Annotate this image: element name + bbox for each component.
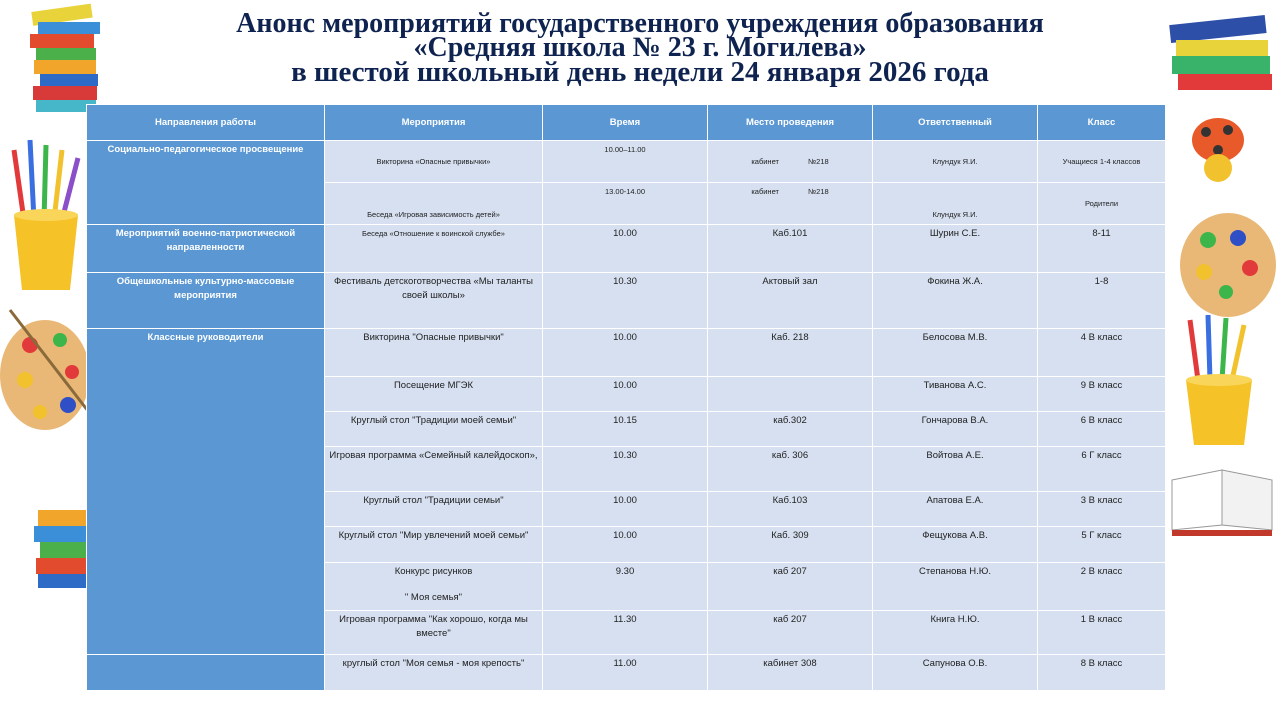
place-cell: кабинет №218 xyxy=(708,141,873,183)
event-cell: Круглый стол "Мир увлечений моей семьи" xyxy=(325,527,543,563)
direction-cell: Мероприятий военно-патриотической направленности xyxy=(87,225,325,273)
time-cell: 10.00 xyxy=(543,377,708,412)
place-cell: Актовый зал xyxy=(708,273,873,329)
time-cell: 11.00 xyxy=(543,655,708,691)
responsible-cell: Клундук Я.И. xyxy=(873,183,1038,225)
responsible-cell: Войтова А.Е. xyxy=(873,447,1038,492)
header-class: Класс xyxy=(1038,105,1166,141)
header-event: Мероприятия xyxy=(325,105,543,141)
responsible-cell: Степанова Н.Ю. xyxy=(873,563,1038,611)
class-cell: 9 В класс xyxy=(1038,377,1166,412)
class-cell: 4 В класс xyxy=(1038,329,1166,377)
time-cell: 10.00–11.00 xyxy=(543,141,708,183)
event-cell: Круглый стол "Традиции моей семьи" xyxy=(325,412,543,447)
time-cell: 10.00 xyxy=(543,527,708,563)
event-line-1: Конкурс рисунков xyxy=(394,566,473,577)
direction-cell: Общешкольные культурно-массовые мероприятия xyxy=(87,273,325,329)
direction-cell: Классные руководители xyxy=(87,329,325,655)
title-line-1: Анонс мероприятий государственного учреждения образования xyxy=(236,8,1044,39)
event-cell: Игровая программа "Как хорошо, когда мы вместе" xyxy=(325,611,543,655)
table-row xyxy=(87,225,1166,273)
place-cell: каб 207 xyxy=(708,563,873,611)
time-cell: 10.00 xyxy=(543,492,708,527)
event-cell xyxy=(325,563,543,611)
class-cell: 6 В класс xyxy=(1038,412,1166,447)
event-cell: круглый стол "Моя семья - моя крепость" xyxy=(325,655,543,691)
event-cell: Фестиваль детскоготворчества «Мы таланты своей школы» xyxy=(325,273,543,329)
event-cell: Викторина «Опасные привычки» xyxy=(325,141,543,183)
time-cell: 10.30 xyxy=(543,447,708,492)
place-cell: каб. 306 xyxy=(708,447,873,492)
events-table xyxy=(86,104,1166,691)
class-cell: 3 В класс xyxy=(1038,492,1166,527)
time-cell: 10.30 xyxy=(543,273,708,329)
place-cell: Каб. 218 xyxy=(708,329,873,377)
responsible-cell: Фещукова А.В. xyxy=(873,527,1038,563)
title-line-3: в шестой школьный день недели 24 января 2026 года xyxy=(291,56,989,88)
event-cell: Посещение МГЭК xyxy=(325,377,543,412)
responsible-cell: Сапунова О.В. xyxy=(873,655,1038,691)
event-cell: Игровая программа «Семейный калейдоскоп», xyxy=(325,447,543,492)
class-cell: 2 В класс xyxy=(1038,563,1166,611)
place-cell: кабинет №218 xyxy=(708,183,873,225)
class-cell: Учащиеся 1-4 классов xyxy=(1038,141,1166,183)
place-cell: кабинет 308 xyxy=(708,655,873,691)
responsible-cell: Книга Н.Ю. xyxy=(873,611,1038,655)
time-cell: 11.30 xyxy=(543,611,708,655)
event-line-2: " Моя семья" xyxy=(404,592,463,603)
class-cell: 5 Г класс xyxy=(1038,527,1166,563)
class-cell: Родители xyxy=(1038,183,1166,225)
page-title xyxy=(160,8,1120,88)
class-cell: 1 В класс xyxy=(1038,611,1166,655)
table-row xyxy=(87,273,1166,329)
school-supplies-right-illustration xyxy=(1168,0,1280,720)
class-cell: 6 Г класс xyxy=(1038,447,1166,492)
header-direction: Направления работы xyxy=(87,105,325,141)
event-cell: Круглый стол "Традиции семьи" xyxy=(325,492,543,527)
time-cell: 13.00-14.00 xyxy=(543,183,708,225)
table-row xyxy=(87,655,1166,691)
time-cell: 9.30 xyxy=(543,563,708,611)
time-cell: 10.00 xyxy=(543,225,708,273)
place-cell: Каб. 309 xyxy=(708,527,873,563)
header-place: Место проведения xyxy=(708,105,873,141)
class-cell: 8 В класс xyxy=(1038,655,1166,691)
place-cell: каб.302 xyxy=(708,412,873,447)
header-responsible: Ответственный xyxy=(873,105,1038,141)
time-cell: 10.00 xyxy=(543,329,708,377)
header-time: Время xyxy=(543,105,708,141)
class-cell: 1-8 xyxy=(1038,273,1166,329)
place-cell: Каб.103 xyxy=(708,492,873,527)
responsible-cell: Белосова М.В. xyxy=(873,329,1038,377)
direction-cell: Социально-педагогическое просвещение xyxy=(87,141,325,225)
table-row xyxy=(87,141,1166,183)
table-header-row xyxy=(87,105,1166,141)
event-cell: Беседа «Отношение к воинской службе» xyxy=(325,225,543,273)
place-cell: каб 207 xyxy=(708,611,873,655)
direction-cell xyxy=(87,655,325,691)
table-row xyxy=(87,329,1166,377)
place-cell: Каб.101 xyxy=(708,225,873,273)
place-cell xyxy=(708,377,873,412)
event-cell: Беседа «Игровая зависимость детей» xyxy=(325,183,543,225)
responsible-cell: Тиванова А.С. xyxy=(873,377,1038,412)
responsible-cell: Шурин С.Е. xyxy=(873,225,1038,273)
title-line-2: «Средняя школа № 23 г. Могилева» xyxy=(413,32,867,63)
event-cell: Викторина "Опасные привычки" xyxy=(325,329,543,377)
class-cell: 8-11 xyxy=(1038,225,1166,273)
responsible-cell: Гончарова В.А. xyxy=(873,412,1038,447)
responsible-cell: Апатова Е.А. xyxy=(873,492,1038,527)
time-cell: 10.15 xyxy=(543,412,708,447)
responsible-cell: Фокина Ж.А. xyxy=(873,273,1038,329)
responsible-cell: Клундук Я.И. xyxy=(873,141,1038,183)
